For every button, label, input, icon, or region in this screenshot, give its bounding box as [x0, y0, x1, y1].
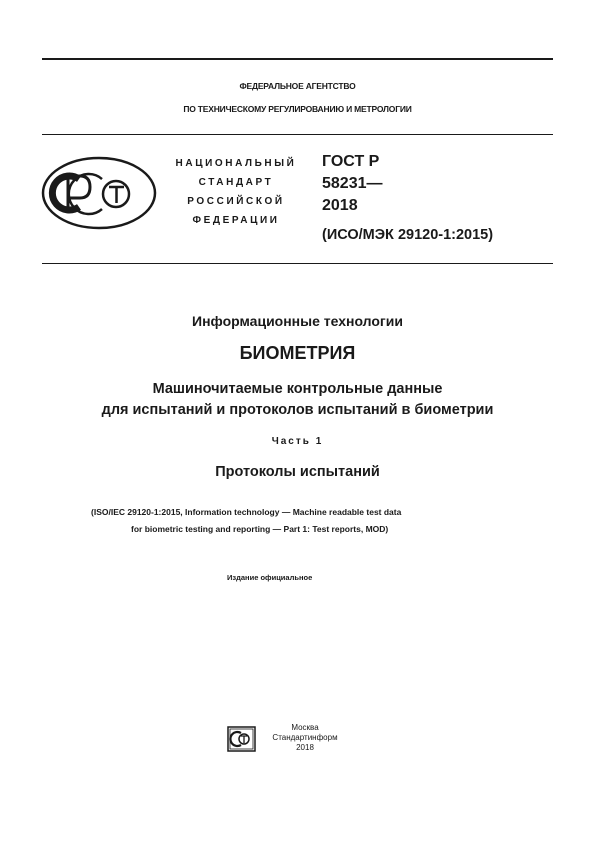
- official-edition: Издание официальное: [227, 573, 313, 582]
- code-line: ГОСТ Р: [322, 153, 380, 170]
- agency-line-2: ПО ТЕХНИЧЕСКОМУ РЕГУЛИРОВАНИЮ И МЕТРОЛОГИИ: [183, 104, 412, 114]
- standard-code: [322, 151, 383, 217]
- year: 2018: [296, 743, 314, 752]
- title-rule: [42, 263, 553, 264]
- national-line: НАЦИОНАЛЬНЫЙ: [175, 158, 297, 169]
- national-standard-label: [162, 154, 310, 230]
- english-title-line-1: (ISO/IEC 29120-1:2015, Information technology — Machine readable test data: [91, 507, 402, 517]
- iso-reference: (ИСО/МЭК 29120-1:2015): [322, 227, 494, 243]
- national-line: РОССИЙСКОЙ: [187, 196, 285, 207]
- code-line: 58231—: [322, 175, 383, 192]
- code-line: 2018: [322, 197, 358, 214]
- national-line: ФЕДЕРАЦИИ: [192, 215, 280, 226]
- rst-certification-logo-icon: [40, 155, 158, 231]
- subtitle-line-2: для испытаний и протоколов испытаний в биометрии: [101, 402, 494, 418]
- national-line: СТАНДАРТ: [198, 177, 274, 188]
- publisher: Стандартинформ: [272, 733, 338, 742]
- part-label: Часть 1: [271, 436, 324, 447]
- header-rule: [42, 134, 553, 135]
- english-title-line-2: for biometric testing and reporting — Part 1: Test reports, MOD): [131, 524, 389, 534]
- part-title: Протоколы испытаний: [215, 464, 380, 480]
- agency-line-1: ФЕДЕРАЛЬНОЕ АГЕНТСТВО: [239, 81, 356, 91]
- city: Москва: [291, 723, 319, 732]
- topic-title: Информационные технологии: [192, 313, 403, 329]
- main-title: БИОМЕТРИЯ: [239, 343, 356, 363]
- subtitle-line-1: Машиночитаемые контрольные данные: [152, 381, 443, 397]
- publisher-block: [262, 723, 348, 753]
- top-rule: [42, 58, 553, 60]
- standartinform-logo-icon: [227, 726, 256, 752]
